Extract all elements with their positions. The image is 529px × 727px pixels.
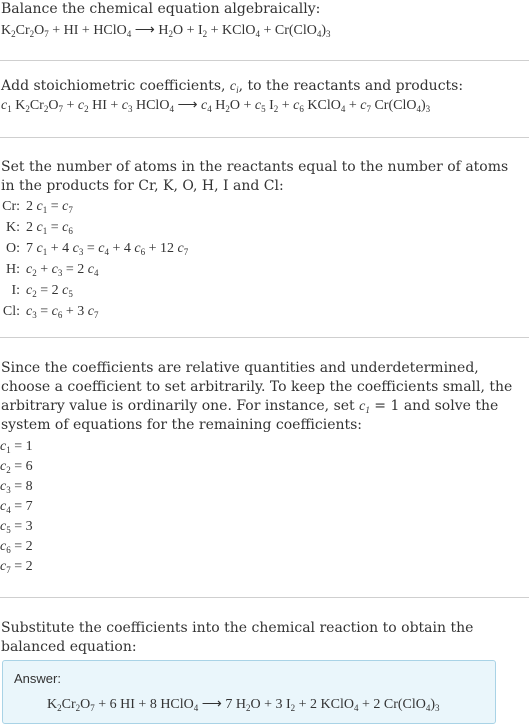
divider [0, 597, 529, 598]
unbalanced-equation [0, 21, 529, 41]
coefficient-index: 6 [6, 545, 11, 555]
coefficient-value: = 7 [10, 499, 33, 514]
atom-balance-intro: Set the number of atoms in the reactants equal to the number of atoms in the products for Cr, K, O, H, I and Cl: [1, 159, 509, 194]
coefficients-intro-a: Add stoichiometric coefficients, [1, 78, 230, 94]
coefficient-index: 3 [6, 485, 11, 495]
coefficient-row [0, 457, 529, 477]
unbalanced-eq-text: ⟶ H [131, 23, 169, 38]
coefficient-value: = 2 [10, 539, 33, 554]
unbalanced-eq-text: + KClO [207, 23, 256, 38]
balanced-eq-text: ⟶ 7 H [198, 697, 246, 712]
ci-symbol [230, 79, 239, 94]
coefficient-symbol: c [0, 559, 7, 574]
coefficient-index: 4 [6, 505, 11, 515]
unbalanced-eq-subscript: 2 [11, 29, 16, 39]
coefficients-intro-b: , to the reactants and products: [238, 78, 464, 94]
c1-symbol: $c_1$ [359, 399, 370, 415]
row-label: Cr: [2, 199, 20, 214]
row-equation: $c_2 = 2$ $c_5$ [26, 283, 73, 299]
balanced-eq-subscript: 2 [57, 703, 62, 713]
coefficient-symbol: c [0, 499, 7, 514]
unbalanced-eq-text: + HI + HClO [48, 23, 127, 38]
balanced-eq-subscript: 2 [245, 703, 251, 713]
balanced-eq-subscript: 3 [435, 703, 440, 713]
balanced-eq-text: O [80, 697, 91, 712]
balanced-eq-subscript: 2 [290, 703, 296, 713]
intro-text: Balance the chemical equation algebraically: [1, 1, 321, 17]
ci-sub: i [236, 85, 239, 95]
coefficient-value: = 6 [10, 459, 33, 474]
solve-intro-b: = 1 and solve the system of equations for the remaining coefficients: [1, 398, 499, 433]
solve-intro [0, 359, 529, 435]
balanced-equation [47, 696, 440, 713]
answer-box [2, 660, 496, 724]
unbalanced-eq-text: ) [321, 23, 327, 38]
balanced-eq-text: + 2 Cr(ClO [358, 697, 426, 712]
coefficient-value: = 1 [10, 439, 33, 454]
unbalanced-eq-subscript: 4 [126, 29, 132, 39]
unbalanced-eq-subscript: 2 [202, 29, 208, 39]
unbalanced-eq-subscript: 4 [255, 29, 260, 39]
divider [0, 137, 529, 138]
answer-label: Answer: [14, 671, 61, 686]
unbalanced-eq-subscript: 4 [316, 29, 322, 39]
coefficient-index: 5 [6, 525, 11, 535]
equation-row [0, 238, 188, 259]
solve-intro-a: Since the coefficients are relative quantities and underdetermined, choose a coefficient to set arbitrarily. To keep the coefficients small, the arbitrary value is ordinarily one. For instance, set [1, 360, 513, 414]
balanced-eq-subscript: 2 [75, 703, 81, 713]
equation-row [0, 280, 188, 301]
row-label: O: [6, 241, 20, 256]
unbalanced-eq-subscript: 3 [326, 29, 331, 39]
row-equation: 7 $c_1 + 4$ $c_3 = c_4 + 4$ $c_6 + 12$ $c_7$ [26, 241, 189, 257]
divider [0, 337, 529, 338]
coefficient-symbol: c [0, 539, 7, 554]
coefficient-row [0, 517, 529, 537]
coefficient-symbol: c [0, 459, 7, 474]
balanced-eq-text: ) [430, 697, 436, 712]
atom-equations [0, 196, 188, 322]
row-label: K: [6, 220, 20, 235]
section-intro [0, 0, 529, 41]
coefficient-equation: $c_1$ $K_2Cr_2O_7 + c_2$ HI + $c_3$ HClO$_4$ ⟶ $c_4$ $H_2O + c_5$ $I_2 + c_6$ KClO$_4$ + $c_7$ $Cr(ClO_4)_3$ [1, 98, 431, 114]
balanced-eq-subscript: 4 [425, 703, 431, 713]
coefficient-row [0, 477, 529, 497]
equation-row [0, 217, 188, 238]
row-label: H: [6, 262, 20, 277]
ci-c: c [229, 79, 237, 94]
coefficient-values [0, 437, 529, 577]
row-equation: $c_3 = c_6 + 3$ $c_7$ [26, 304, 99, 320]
unbalanced-eq-text: O [34, 23, 45, 38]
row-equation: $c_2 + c_3 = 2$ $c_4$ [26, 262, 99, 278]
coefficients-intro [0, 77, 529, 96]
coefficient-row [0, 557, 529, 577]
section-result [0, 619, 529, 657]
row-label: I: [11, 283, 20, 298]
coefficient-index: 7 [6, 565, 11, 575]
unbalanced-eq-subscript: 2 [29, 29, 35, 39]
section-coefficients [0, 77, 529, 116]
unbalanced-eq-text: Cr [15, 23, 30, 38]
coefficient-row [0, 497, 529, 517]
balanced-eq-subscript: 7 [90, 703, 95, 713]
section-atom-balance [0, 158, 529, 322]
equation-row [0, 301, 188, 322]
balanced-eq-text: K [47, 697, 58, 712]
row-equation: 2 $c_1 = c_7$ [26, 199, 73, 215]
coefficient-row [0, 537, 529, 557]
row-equation: 2 $c_1 = c_6$ [26, 220, 73, 236]
balanced-eq-text: + 2 KClO [295, 697, 354, 712]
divider [0, 60, 529, 61]
result-intro: Substitute the coefficients into the chemical reaction to obtain the balanced equation: [1, 620, 474, 655]
unbalanced-eq-text: O + I [172, 23, 203, 38]
row-label: Cl: [2, 304, 20, 319]
unbalanced-eq-text: K [1, 23, 12, 38]
coefficient-index: 1 [6, 445, 11, 455]
balanced-eq-text: Cr [61, 697, 76, 712]
coefficient-symbol: c [0, 519, 7, 534]
coefficient-value: = 8 [10, 479, 33, 494]
equation-row [0, 259, 188, 280]
coefficient-row [0, 437, 529, 457]
coefficient-symbol: c [0, 439, 7, 454]
balanced-eq-subscript: 4 [353, 703, 359, 713]
unbalanced-eq-subscript: 7 [44, 29, 49, 39]
balanced-eq-text: + 6 HI + 8 HClO [94, 697, 194, 712]
unbalanced-eq-subscript: 2 [168, 29, 173, 39]
coefficient-value: = 2 [10, 559, 33, 574]
balanced-eq-text: O + 3 I [250, 697, 291, 712]
unbalanced-eq-text: + Cr(ClO [259, 23, 317, 38]
coefficient-symbol: c [0, 479, 7, 494]
equation-row [0, 196, 188, 217]
balanced-eq-subscript: 4 [193, 703, 199, 713]
coefficient-index: 2 [6, 465, 11, 475]
coefficient-value: = 3 [10, 519, 33, 534]
section-solve [0, 359, 529, 577]
